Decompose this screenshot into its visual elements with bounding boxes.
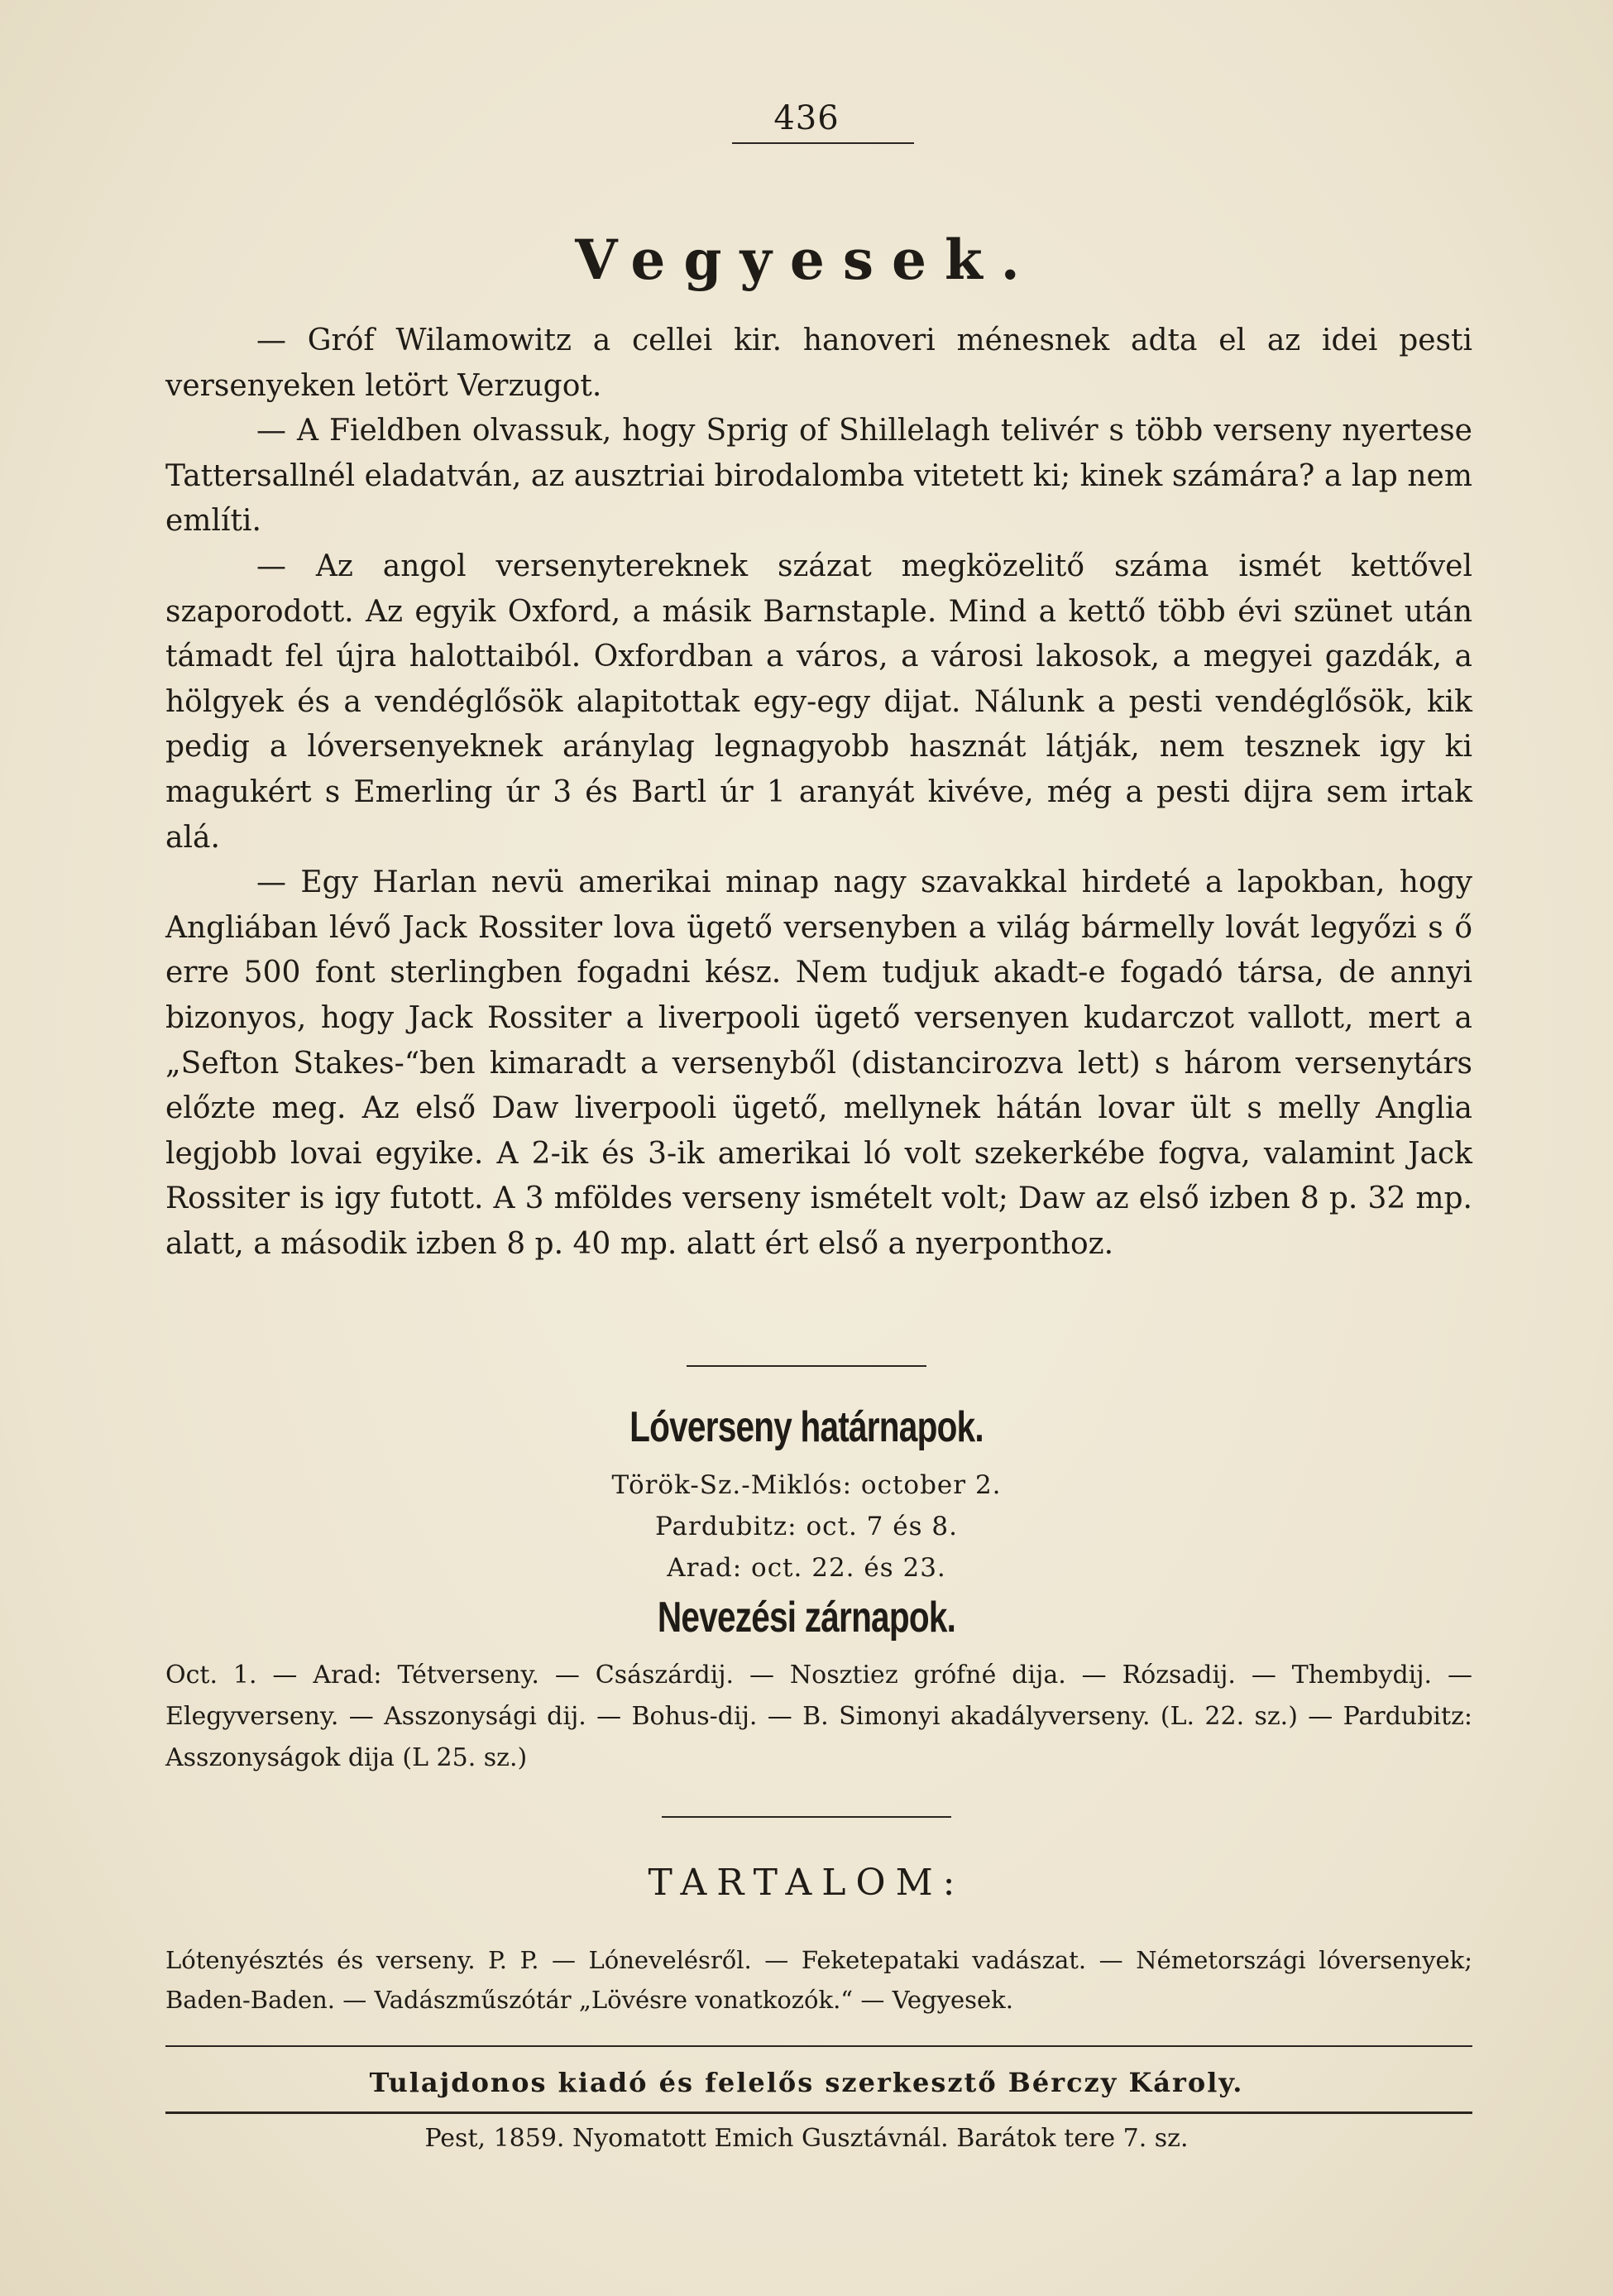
divider-rule-2 xyxy=(662,1816,951,1818)
paragraph-4: — Egy Harlan nevü amerikai minap nagy szavakkal hirdeté a lapokban, hogy Angliában lévő Jack Rossiter lova ügető versenyben a világ bármelly lovát legyőzi s ő erre 500 font sterlingben fogadni kész. Nem tudjuk akadt-e fogadó társa, de annyi bizonyos, hogy Jack Rossiter a liverpooli ügető versenyen kudarczot vallott, mert a „Sefton Stakes-“ben kimaradt a versenyből (distancirozva lett) s három versenytárs előzte meg. Az első Daw liverpooli ügető, mellynek hátán lovar ült s melly Anglia legjobb lovai egyike. A 2-ik és 3-ik amerikai ló volt szekerkébe fogva, valamint Jack Rossiter is igy futott. A 3 mföldes verseny ismételt volt; Daw az első izben 8 p. 32 mp. alatt, a második izben 8 p. 40 mp. alatt ért első a nyerponthoz. xyxy=(165,865,1472,1261)
page-number-rule xyxy=(732,142,914,144)
article-body xyxy=(165,319,1472,1267)
contents-heading: TARTALOM: xyxy=(648,1862,965,1904)
divider-rule xyxy=(687,1365,926,1367)
race-day-line-1: Török-Sz.-Miklós: october 2. xyxy=(611,1470,1002,1500)
race-day-line-3: Arad: oct. 22. és 23. xyxy=(667,1553,946,1583)
contents-text: Lótenyésztés és verseny. P. P. — Lónevelésről. — Feketepataki vadászat. — Németországi lóversenyek; Baden-Baden. — Vadászműszótár „Lövésre vonatkozók.“ — Vegyesek. xyxy=(165,1946,1472,2014)
entry-deadlines-list xyxy=(165,1655,1472,1779)
paragraph-3: — Az angol versenytereknek százat megközelitő száma ismét kettővel szaporodott. Az egyik Oxford, a másik Barnstaple. Mind a kettő több évi szünet után támadt fel újra halottaiból. Oxfordban a város, a városi lakosok, a megyei gazdák, a hölgyek és a vendéglősök alapitottak egy-egy dijat. Nálunk a pesti vendéglősök, kik pedig a lóversenyeknek aránylag legnagyobb hasznát látják, nem tesznek igy ki magukért s Emerling úr 3 és Bartl úr 1 aranyát kivéve, még a pesti dijra sem irtak alá. xyxy=(165,549,1472,855)
entry-deadlines-heading: Nevezési zárnapok. xyxy=(657,1594,956,1642)
paragraph-2: — A Fieldben olvassuk, hogy Sprig of Shillelagh telivér s több verseny nyertese Tattersallnél eladatván, az ausztriai birodalomba vitetett ki; kinek számára? a lap nem említi. xyxy=(165,414,1472,539)
publisher-line: Tulajdonos kiadó és felelős szerkesztő Bérczy Károly. xyxy=(369,2067,1244,2098)
contents-list xyxy=(165,1940,1472,2020)
page-number: 436 xyxy=(773,99,840,137)
paragraph-1: — Gróf Wilamowitz a cellei kir. hanoveri ménesnek adta el az idei pesti versenyeken letört Verzugot. xyxy=(165,324,1472,403)
race-days-heading: Lóverseny határnapok. xyxy=(629,1403,984,1451)
publisher-bottom-rule xyxy=(165,2111,1472,2114)
section-title: Vegyesek. xyxy=(575,228,1038,292)
publisher-top-rule xyxy=(165,2045,1472,2047)
race-day-line-2: Pardubitz: oct. 7 és 8. xyxy=(655,1512,958,1541)
entry-deadlines-text: Oct. 1. — Arad: Tétverseny. — Császárdij. — Nosztiez grófné dija. — Rózsadij. — Thembydij. — Elegyverseny. — Asszonysági dij. — Bohus-dij. — B. Simonyi akadályverseny. (L. 22. sz.) — Pardubitz: Asszonyságok dija (L 25. sz.) xyxy=(165,1661,1472,1772)
imprint-line: Pest, 1859. Nyomatott Emich Gusztávnál. Barátok tere 7. sz. xyxy=(424,2124,1189,2153)
